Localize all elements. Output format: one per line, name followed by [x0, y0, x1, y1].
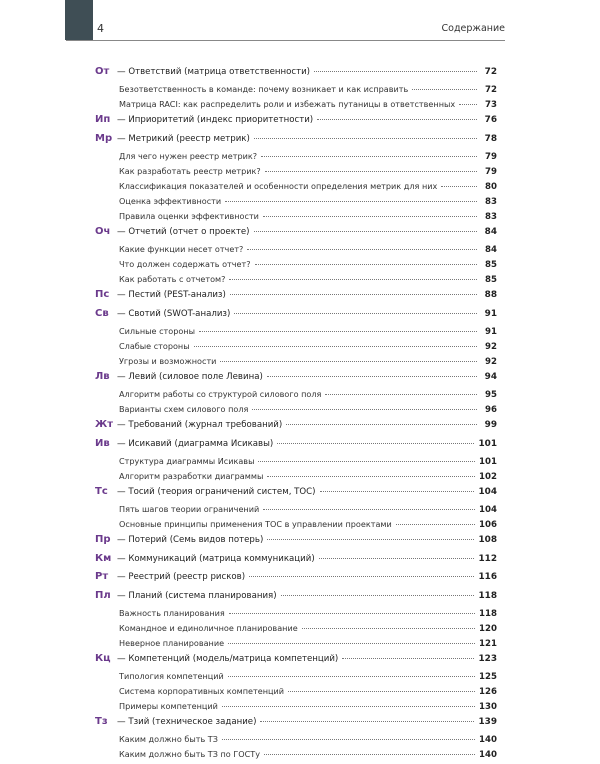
- toc-subentry[interactable]: [95, 456, 497, 471]
- page-ref: 91: [484, 308, 497, 319]
- header-rule: [66, 40, 505, 41]
- page-ref: 83: [485, 197, 497, 207]
- page-ref: 91: [485, 327, 497, 337]
- toc-chapter-entry[interactable]: [95, 716, 497, 734]
- page-ref: 72: [484, 67, 497, 77]
- toc-subentry[interactable]: [95, 404, 497, 419]
- toc-chapter-entry[interactable]: [95, 438, 497, 456]
- toc-chapter-entry[interactable]: [95, 289, 497, 307]
- toc-subentry[interactable]: [95, 471, 497, 486]
- entry-title: — Планий (система планирования): [117, 590, 277, 601]
- entry-title: Оценка эффективности: [119, 196, 222, 206]
- page-ref: 121: [479, 638, 497, 649]
- section-title: Содержание: [441, 23, 505, 34]
- page-ref: 123: [478, 653, 497, 664]
- entry-title: Каким должно быть ТЗ по ГОСТу: [119, 749, 261, 760]
- toc-subentry[interactable]: [95, 274, 497, 289]
- chapter-code: Пл: [95, 589, 111, 601]
- dot-leader: [342, 658, 474, 659]
- page-ref: 84: [484, 226, 497, 237]
- page-ref: 101: [478, 438, 497, 449]
- toc-chapter-entry[interactable]: [95, 114, 497, 132]
- dot-leader: [228, 643, 475, 644]
- page-ref: 76: [484, 115, 497, 126]
- entry-title: — Метрикий (реестр метрик): [117, 133, 250, 144]
- entry-title: — Тосий (теория ограничений систем, ТОС): [117, 486, 316, 497]
- entry-title: Командное и единоличное планирование: [119, 622, 298, 633]
- page-ref: 120: [479, 623, 497, 634]
- dot-leader: [441, 186, 477, 187]
- page-ref: 85: [485, 260, 497, 271]
- dot-leader: [314, 71, 477, 72]
- entry-title: Каким должно быть ТЗ: [119, 734, 218, 745]
- toc-chapter-entry[interactable]: [95, 534, 497, 552]
- toc-subentry[interactable]: [95, 504, 497, 519]
- entry-title: — Иприоритетий (индекс приоритетности): [117, 115, 314, 126]
- entry-title: Важность планирования: [119, 607, 225, 618]
- page-ref: 73: [485, 100, 497, 111]
- dot-leader: [255, 264, 477, 265]
- chapter-code: Км: [95, 552, 112, 564]
- toc-chapter-entry[interactable]: [95, 226, 497, 244]
- entry-title: — Потерий (Семь видов потерь): [117, 535, 264, 546]
- dot-leader: [302, 628, 475, 629]
- page-ref: 88: [484, 290, 497, 301]
- entry-title: — Ответствий (матрица ответственности): [117, 67, 311, 77]
- chapter-code: От: [95, 66, 110, 77]
- toc-chapter-entry[interactable]: [95, 66, 497, 84]
- entry-title: Структура диаграммы Исикавы: [119, 456, 255, 466]
- dot-leader: [249, 576, 474, 577]
- page-ref: 79: [485, 152, 497, 163]
- table-of-contents: [95, 66, 497, 764]
- toc-chapter-entry[interactable]: [95, 419, 497, 437]
- page-ref: 102: [479, 471, 497, 482]
- entry-title: Система корпоративных компетенций: [119, 686, 285, 697]
- entry-title: Неверное планирование: [119, 637, 225, 648]
- chapter-code: Оч: [95, 225, 111, 237]
- toc-chapter-entry[interactable]: [95, 590, 497, 608]
- entry-title: Типология компетенций: [119, 671, 224, 682]
- toc-subentry[interactable]: [95, 151, 497, 166]
- page-ref: 78: [484, 133, 497, 144]
- page-ref: 140: [479, 750, 497, 761]
- entry-title: — Исикавий (диаграмма Исикавы): [117, 438, 274, 449]
- chapter-code: Тз: [95, 716, 108, 727]
- entry-title: — Левий (силовое поле Левина): [117, 371, 263, 382]
- page-number: 4: [97, 22, 104, 35]
- dot-leader: [319, 558, 475, 559]
- page-ref: 101: [479, 457, 497, 467]
- entry-title: Какие функции несет отчет?: [119, 244, 244, 255]
- dot-leader: [265, 171, 477, 172]
- dot-leader: [267, 476, 475, 477]
- toc-subentry[interactable]: [95, 166, 497, 181]
- entry-title: Алгоритм работы со структурой силового поля: [119, 389, 322, 400]
- toc-subentry[interactable]: [95, 341, 497, 356]
- dot-leader: [320, 491, 475, 492]
- toc-subentry[interactable]: [95, 84, 497, 99]
- page-ref: 104: [478, 486, 497, 497]
- entry-title: Примеры компетенций: [119, 701, 218, 712]
- dot-leader: [459, 104, 477, 105]
- dot-leader: [254, 231, 477, 232]
- entry-title: — Пестий (PEST-анализ): [117, 290, 226, 301]
- toc-subentry[interactable]: [95, 356, 497, 371]
- dot-leader: [267, 539, 474, 540]
- toc-chapter-entry[interactable]: [95, 553, 497, 571]
- page-ref: 104: [479, 505, 497, 516]
- page-ref: 84: [485, 245, 497, 256]
- page-ref: 118: [479, 608, 497, 619]
- page-ref: 112: [478, 553, 497, 564]
- toc-subentry[interactable]: [95, 671, 497, 686]
- dot-leader: [222, 706, 475, 707]
- page-ref: 92: [485, 356, 497, 367]
- entry-title: Как работать с отчетом?: [119, 274, 226, 285]
- toc-subentry[interactable]: [95, 99, 497, 114]
- dot-leader: [277, 443, 474, 444]
- dot-leader: [220, 361, 477, 362]
- entry-title: — Коммуникаций (матрица коммуникаций): [117, 553, 315, 564]
- dot-leader: [247, 249, 477, 250]
- page-ref: 72: [485, 85, 497, 96]
- toc-chapter-entry[interactable]: [95, 486, 497, 504]
- dot-leader: [267, 376, 477, 377]
- page-ref: 106: [479, 520, 497, 531]
- entry-title: Классификация показателей и особенности определения метрик для них: [119, 181, 438, 192]
- chapter-code: Кц: [95, 652, 111, 664]
- toc-subentry[interactable]: [95, 244, 497, 259]
- page-ref: 92: [485, 341, 497, 352]
- dot-leader: [288, 691, 475, 692]
- toc-chapter-entry[interactable]: [95, 133, 497, 151]
- entry-title: — Тзий (техническое задание): [117, 717, 257, 727]
- dot-leader: [263, 216, 477, 217]
- toc-chapter-entry[interactable]: [95, 653, 497, 671]
- dot-leader: [263, 509, 475, 510]
- dot-leader: [286, 424, 477, 425]
- entry-title: — Отчетий (отчет о проекте): [117, 226, 250, 237]
- toc-subentry[interactable]: [95, 701, 497, 716]
- dot-leader: [199, 331, 477, 332]
- entry-title: — Реестрий (реестр рисков): [117, 572, 246, 583]
- chapter-code: Пс: [95, 289, 110, 301]
- page-ref: 116: [478, 572, 497, 583]
- toc-subentry[interactable]: [95, 749, 497, 764]
- toc-chapter-entry[interactable]: [95, 571, 497, 589]
- chapter-code: Св: [95, 307, 109, 319]
- dot-leader: [412, 89, 477, 90]
- dot-leader: [258, 461, 475, 462]
- dot-leader: [229, 279, 477, 280]
- page-ref: 94: [484, 371, 497, 382]
- page-ref: 108: [478, 535, 497, 546]
- dot-leader: [252, 409, 477, 410]
- page-ref: 83: [485, 211, 497, 222]
- entry-title: Слабые стороны: [119, 340, 190, 351]
- toc-chapter-entry[interactable]: [95, 308, 497, 326]
- toc-subentry[interactable]: [95, 326, 497, 341]
- dot-leader: [228, 676, 475, 677]
- page-ref: 126: [479, 687, 497, 698]
- dot-leader: [264, 754, 475, 755]
- corner-tab: [65, 0, 93, 40]
- chapter-code: Пр: [95, 534, 111, 546]
- chapter-code: Ип: [95, 114, 111, 126]
- dot-leader: [260, 721, 474, 722]
- dot-leader: [225, 201, 477, 202]
- toc-subentry[interactable]: [95, 638, 497, 653]
- entry-title: Варианты схем силового поля: [119, 404, 249, 415]
- chapter-code: Мр: [95, 132, 113, 144]
- chapter-code: Жт: [95, 419, 114, 431]
- dot-leader: [317, 119, 477, 120]
- page-ref: 95: [485, 390, 497, 401]
- dot-leader: [281, 595, 475, 596]
- entry-title: Основные принципы применения TOC в управлении проектами: [119, 519, 392, 530]
- dot-leader: [222, 739, 475, 740]
- dot-leader: [325, 394, 477, 395]
- toc-subentry[interactable]: [95, 686, 497, 701]
- page-ref: 118: [478, 590, 497, 601]
- dot-leader: [194, 346, 477, 347]
- toc-subentry[interactable]: [95, 608, 497, 623]
- toc-chapter-entry[interactable]: [95, 371, 497, 389]
- chapter-code: Тс: [95, 485, 108, 497]
- entry-title: Безответственность в команде: почему возникает и как исправить: [119, 84, 409, 95]
- toc-subentry[interactable]: [95, 259, 497, 274]
- page-ref: 85: [485, 275, 497, 286]
- dot-leader: [229, 613, 475, 614]
- dot-leader: [230, 294, 477, 295]
- chapter-code: Рт: [95, 571, 109, 583]
- entry-title: — Требований (журнал требований): [117, 420, 283, 431]
- chapter-code: Ив: [95, 437, 110, 449]
- entry-title: Как разработать реестр метрик?: [119, 166, 261, 177]
- entry-title: Для чего нужен реестр метрик?: [119, 151, 258, 162]
- dot-leader: [234, 313, 477, 314]
- entry-title: Матрица RACI: как распределить роли и избежать путаницы в ответственных: [119, 99, 456, 110]
- entry-title: Правила оценки эффективности: [119, 210, 259, 221]
- entry-title: — Свотий (SWOT-анализ): [117, 308, 231, 319]
- toc-subentry[interactable]: [95, 623, 497, 638]
- toc-subentry[interactable]: [95, 734, 497, 749]
- entry-title: Угрозы и возможности: [119, 355, 217, 366]
- page-ref: 99: [484, 420, 497, 431]
- dot-leader: [396, 524, 475, 525]
- page-ref: 140: [479, 735, 497, 746]
- page-ref: 130: [479, 702, 497, 713]
- toc-subentry[interactable]: [95, 181, 497, 196]
- chapter-code: Лв: [95, 370, 110, 382]
- page-ref: 79: [485, 167, 497, 178]
- page-ref: 139: [478, 717, 497, 727]
- entry-title: Алгоритм разработки диаграммы: [119, 470, 264, 481]
- entry-title: Сильные стороны: [119, 326, 195, 336]
- entry-title: Что должен содержать отчет?: [119, 259, 251, 270]
- dot-leader: [261, 156, 477, 157]
- page-ref: 80: [485, 182, 497, 193]
- dot-leader: [254, 138, 477, 139]
- toc-subentry[interactable]: [95, 196, 497, 211]
- toc-subentry[interactable]: [95, 519, 497, 534]
- entry-title: — Компетенций (модель/матрица компетенций): [117, 653, 339, 664]
- toc-subentry[interactable]: [95, 211, 497, 226]
- toc-subentry[interactable]: [95, 389, 497, 404]
- page-ref: 96: [485, 405, 497, 416]
- entry-title: Пять шагов теории ограничений: [119, 504, 260, 515]
- page-ref: 125: [479, 672, 497, 683]
